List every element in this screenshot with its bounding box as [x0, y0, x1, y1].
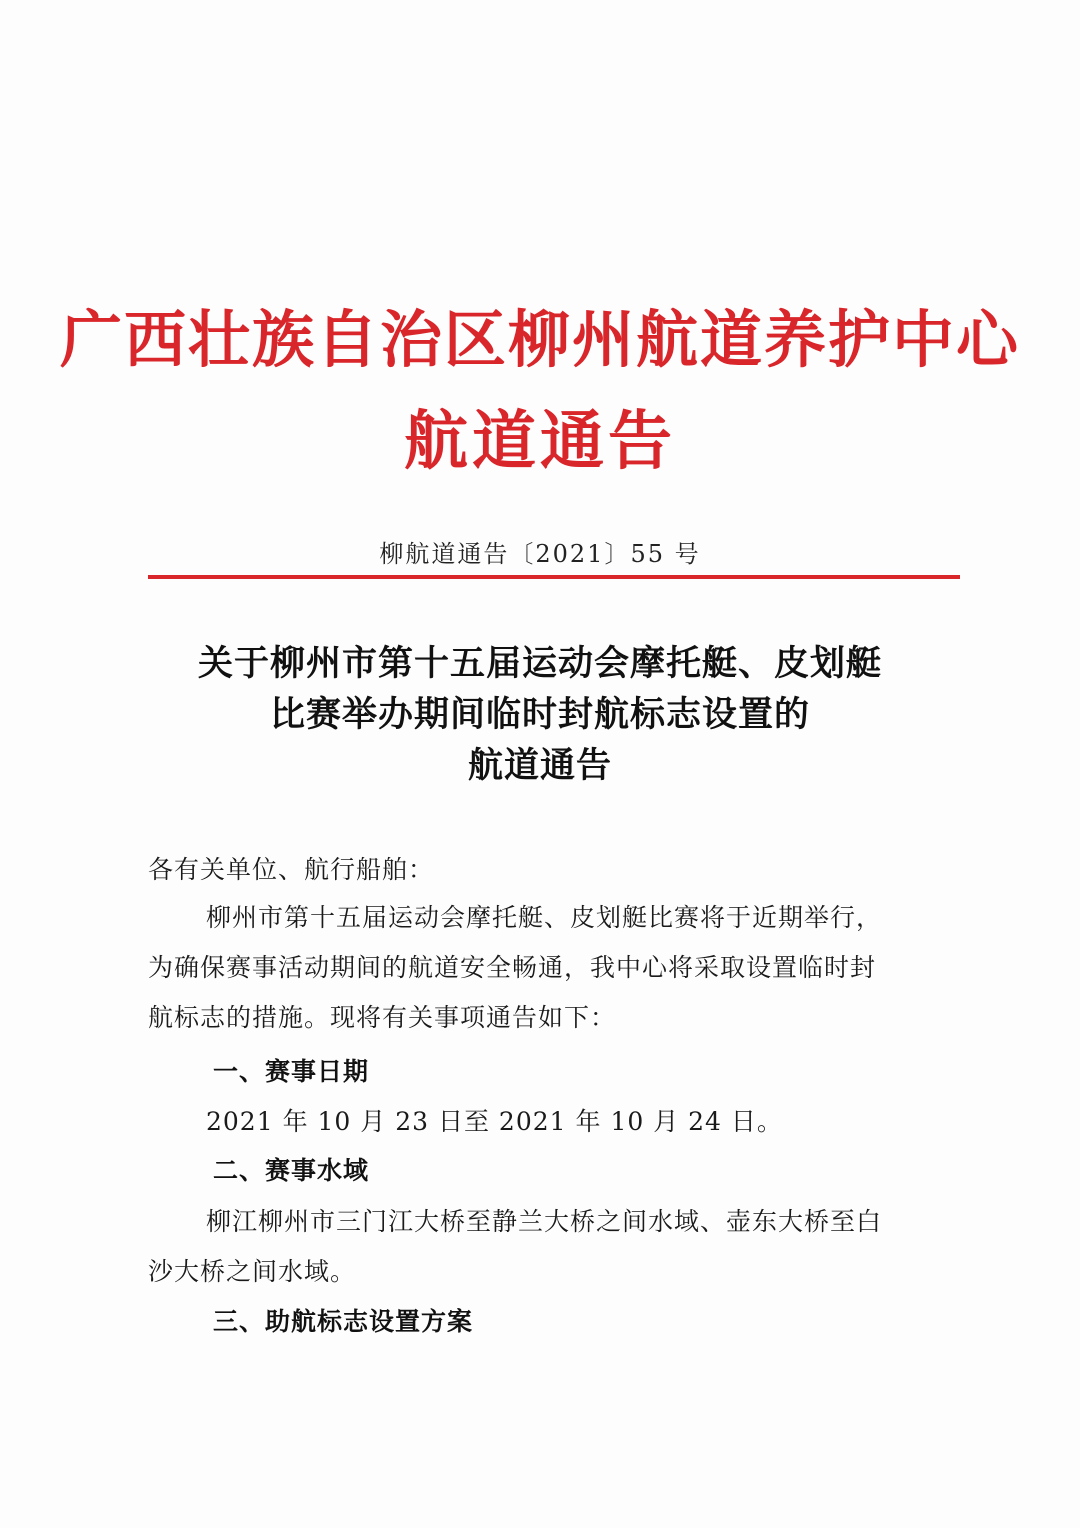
intro-line-1: 柳州市第十五届运动会摩托艇、皮划艇比赛将于近期举行，	[206, 903, 883, 932]
document-type-heading: 航道通告	[404, 404, 676, 479]
issuing-organization: 广西壮族自治区柳州航道养护中心	[59, 303, 1020, 376]
intro-paragraph	[148, 893, 948, 1043]
section-1-heading: 一、赛事日期	[213, 1057, 370, 1086]
document-number: 柳航道通告〔2021〕55 号	[379, 540, 701, 568]
event-dates: 2021 年 10 月 23 日至 2021 年 10 月 24 日。	[206, 1107, 783, 1136]
section-2-text	[148, 1197, 948, 1297]
salutation: 各有关单位、航行船舶：	[148, 855, 435, 884]
event-waters-line-1: 柳江柳州市三门江大桥至静兰大桥之间水域、壶东大桥至白	[206, 1207, 883, 1236]
intro-line-2: 为确保赛事活动期间的航道安全畅通，我中心将采取设置临时封	[148, 953, 877, 982]
section-3-heading: 三、助航标志设置方案	[213, 1307, 474, 1336]
title-line-1: 关于柳州市第十五届运动会摩托艇、皮划艇	[197, 643, 882, 684]
document-title	[0, 638, 1080, 791]
event-waters-line-2: 沙大桥之间水域。	[148, 1257, 357, 1286]
title-line-3: 航道通告	[467, 745, 612, 786]
red-divider-line	[148, 575, 960, 579]
intro-line-3: 航标志的措施。现将有关事项通告如下：	[148, 1003, 617, 1032]
section-2-heading: 二、赛事水域	[213, 1156, 370, 1185]
title-line-2: 比赛举办期间临时封航标志设置的	[269, 694, 810, 735]
section-1-text	[148, 1097, 948, 1147]
